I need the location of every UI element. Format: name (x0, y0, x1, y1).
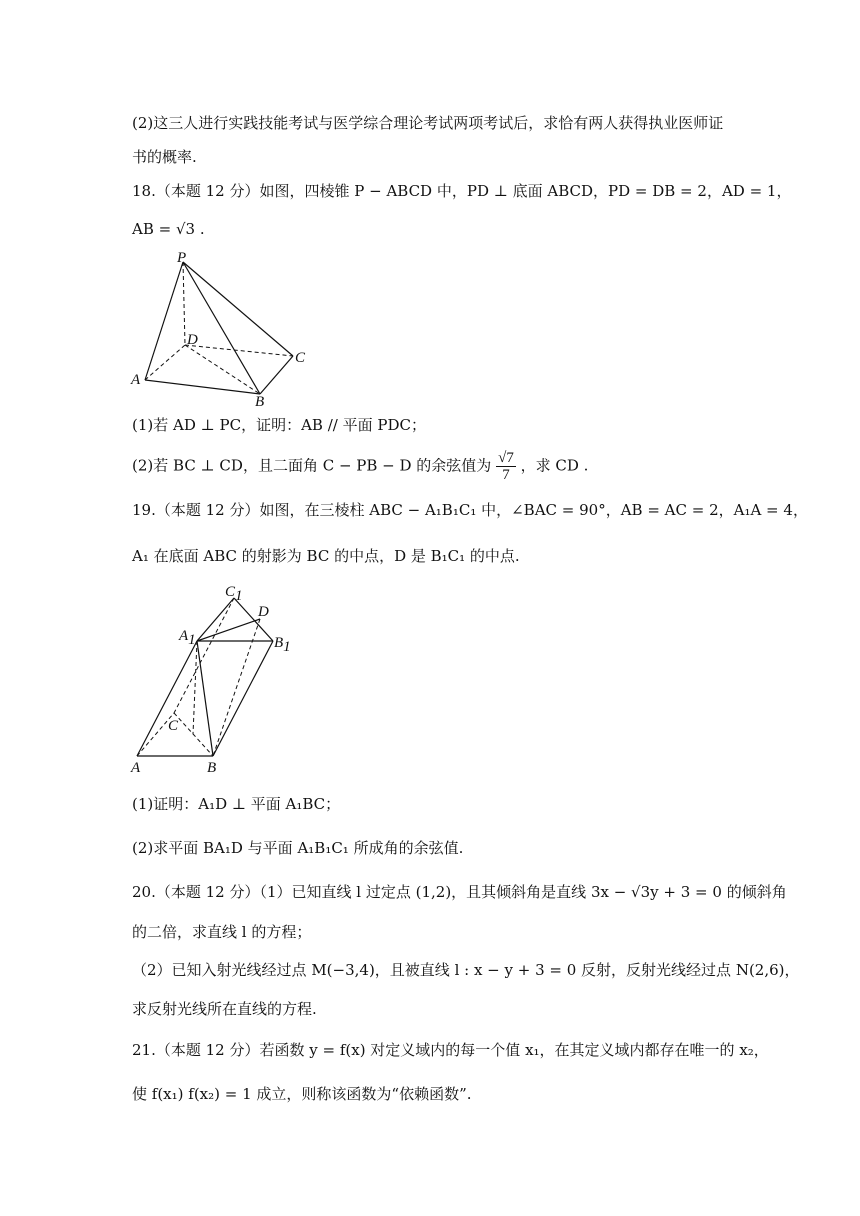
q19-part1: (1)证明：A₁D ⊥ 平面 A₁BC； (132, 795, 341, 813)
q19-intro: 19.（本题 12 分）如图，在三棱柱 ABC − A₁B₁C₁ 中，∠BAC = 90°，AB = AC = 2，A₁A = 4， (132, 501, 808, 519)
label-C: C (295, 350, 306, 366)
q17-part2-line2: 书的概率. (132, 148, 197, 166)
q19-part2: (2)求平面 BA₁D 与平面 A₁B₁C₁ 所成角的余弦值. (132, 839, 464, 857)
label-B: B (207, 760, 217, 776)
q18-part2-text-b: ，求 CD . (520, 456, 589, 475)
fraction-numerator: √7 (498, 450, 514, 466)
label-B: B (255, 394, 265, 408)
label-D: D (187, 332, 198, 348)
q18-intro: 18.（本题 12 分）如图，四棱锥 P − ABCD 中，PD ⊥ 底面 ABCD，PD = DB = 2，AD = 1， (132, 182, 792, 200)
pyramid-figure (125, 248, 325, 408)
label-B1: B1 (274, 635, 291, 655)
q21-intro: 21.（本题 12 分）若函数 y = f(x) 对定义域内的每一个值 x₁，在其定义域内都存在唯一的 x₂， (132, 1041, 769, 1059)
q20-intro: 20.（本题 12 分）（1）已知直线 l 过定点 (1,2)，且其倾斜角是直线 3x − √3y + 3 = 0 的倾斜角 (132, 883, 787, 901)
q20-line4: 求反射光线所在直线的方程. (132, 1000, 317, 1018)
q18-ab-condition: AB = √3 . (132, 220, 205, 238)
q18-part2 (132, 450, 588, 483)
q20-line2: 的二倍，求直线 l 的方程； (132, 923, 312, 941)
prism-figure (125, 578, 305, 778)
label-C: C (168, 718, 179, 734)
fraction-denominator: 7 (502, 467, 510, 483)
label-A1: A1 (179, 628, 196, 648)
q20-part2: （2）已知入射光线经过点 M(−3,4)，且被直线 l : x − y + 3 = 0 反射，反射光线经过点 N(2,6)， (132, 961, 800, 979)
q21-line2: 使 f(x₁) f(x₂) = 1 成立，则称该函数为“依赖函数”. (132, 1085, 472, 1103)
label-P: P (177, 250, 187, 266)
q18-part1: (1)若 AD ⊥ PC，证明：AB // 平面 PDC； (132, 416, 426, 434)
label-A: A (131, 372, 141, 388)
q18-part2-text-a: (2)若 BC ⊥ CD，且二面角 C − PB − D 的余弦值为 (132, 456, 492, 475)
q17-part2-line1: (2)这三人进行实践技能考试与医学综合理论考试两项考试后，求恰有两人获得执业医师证 (132, 114, 724, 132)
label-A: A (131, 760, 141, 776)
cosine-fraction (496, 450, 516, 483)
label-C1: C1 (225, 584, 243, 604)
q19-line2: A₁ 在底面 ABC 的射影为 BC 的中点，D 是 B₁C₁ 的中点. (132, 547, 520, 565)
label-D: D (258, 604, 269, 620)
